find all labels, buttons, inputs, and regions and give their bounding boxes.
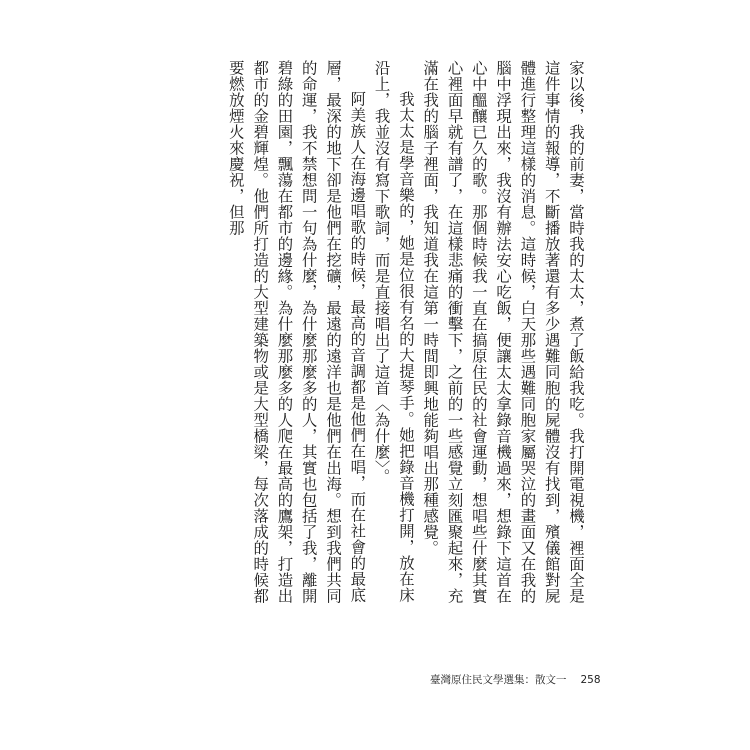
page-number: 258 [580, 674, 601, 686]
book-title: 臺灣原住民文學選集：散文一 [430, 674, 567, 686]
paragraph-3: 阿美族人在海邊唱歌的時候，最高的音調都是他們在唱，而在社會的最底層，最深的地下卻是他們在挖礦，最遠的遠洋也是他們在出海。想到我們共同的命運，我不禁想問一句為什麼，為什麼那麼多的人，其實也包括了我，離開碧綠的田園，飄蕩在都市的邊緣。為什麼那麼多的人爬在最高的鷹架，打造出都市的金碧輝煌。他們所打造的大型建築物或是大型橋梁，每次落成的時候都要燃放煙火來慶祝，但那 [226, 60, 367, 604]
paragraph-1: 家以後，我的前妻，當時我的太太，煮了飯給我吃。我打開電視機，裡面全是這件事情的報導，不斷播放著還有多少遇難同胞的屍體沒有找到，殯儀館對屍體進行整理這樣的消息。這時候，白天那些遇難同胞家屬哭泣的畫面又在我的腦中浮現出來，我沒有辦法安心吃飯，便讓太太拿錄音機過來，想錄下這首在心中醞釀已久的歌。那個時候我一直在搞原住民的社會運動，想唱些什麼其實心裡面早就有譜了，在這樣悲痛的衝擊下，之前的一些感覺立刻匯聚起來，充滿在我的腦子裡面，我知道我在這第一時間即興地能夠唱出那種感覺。 [421, 60, 585, 604]
paragraph-2: 我太太是學音樂的，她是位很有名的大提琴手。她把錄音機打開，放在床沿上，我並沒有寫下歌詞，而是直接唱出了這首〈為什麼〉。 [372, 60, 415, 603]
vertical-text-block [198, 60, 588, 612]
page-footer [430, 672, 601, 687]
